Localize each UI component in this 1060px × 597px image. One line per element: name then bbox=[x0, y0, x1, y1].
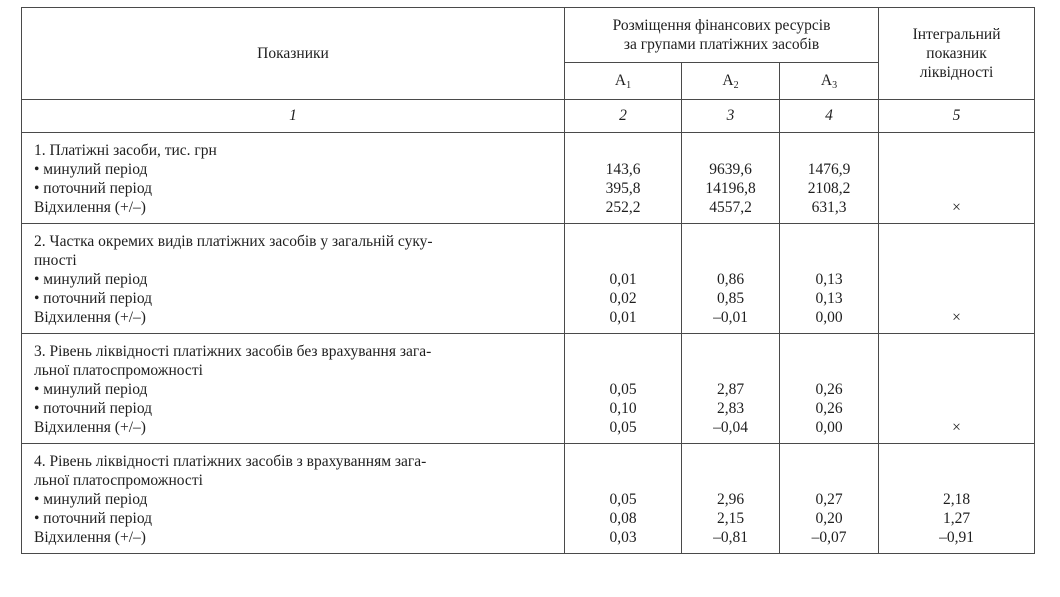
cell-value: 2108,2 bbox=[807, 180, 851, 197]
spacer bbox=[565, 251, 681, 270]
header-placement bbox=[565, 8, 879, 63]
row-label: • поточний період bbox=[34, 180, 153, 197]
cell-value: 0,02 bbox=[609, 290, 637, 307]
cell-value: 2,18 bbox=[942, 491, 971, 508]
value-cell-a3 bbox=[780, 224, 879, 334]
value-cell-integral bbox=[879, 444, 1035, 554]
value-cell-a2 bbox=[682, 224, 780, 334]
header-integral-line1: Інтегральний bbox=[912, 26, 1001, 43]
section-title-line: льної платоспроможності bbox=[34, 362, 203, 379]
cell-value: 2,83 bbox=[716, 400, 745, 417]
column-number: 2 bbox=[565, 100, 682, 133]
header-a2-sub: 2 bbox=[733, 79, 739, 91]
cell-value: 2,96 bbox=[716, 491, 745, 508]
cell-value: 2,15 bbox=[716, 510, 745, 527]
section-row bbox=[22, 133, 1035, 224]
value-cell-a2 bbox=[682, 444, 780, 554]
spacer bbox=[565, 361, 681, 380]
spacer bbox=[682, 342, 779, 361]
value-cell-a2 bbox=[682, 334, 780, 444]
spacer bbox=[780, 361, 878, 380]
cell-value: 1476,9 bbox=[807, 161, 851, 178]
section-label-cell bbox=[22, 444, 565, 554]
spacer bbox=[565, 232, 681, 251]
cell-value bbox=[879, 399, 1034, 418]
cell-value: × bbox=[952, 309, 961, 326]
section-row bbox=[22, 224, 1035, 334]
section-title-line: 3. Рівень ліквідності платіжних засобів без врахування зага- bbox=[34, 343, 432, 360]
section-title-line: 2. Частка окремих видів платіжних засобів у загальній суку- bbox=[34, 233, 433, 250]
section-label-cell bbox=[22, 334, 565, 444]
row-label: Відхилення (+/–) bbox=[34, 419, 146, 436]
section-label-cell bbox=[22, 224, 565, 334]
header-integral-line2: показник bbox=[926, 45, 987, 62]
cell-value: 0,03 bbox=[609, 529, 637, 546]
cell-value: 252,2 bbox=[605, 199, 641, 216]
spacer bbox=[682, 452, 779, 471]
cell-value: 0,26 bbox=[815, 400, 843, 417]
header-a3-letter: A bbox=[820, 71, 833, 89]
cell-value: 0,05 bbox=[609, 419, 637, 436]
cell-value: 395,8 bbox=[605, 180, 641, 197]
cell-value: 2,87 bbox=[716, 381, 745, 398]
cell-value: –0,07 bbox=[811, 529, 847, 546]
header-placement-line2: за групами платіжних засобів bbox=[623, 36, 820, 53]
cell-value bbox=[879, 289, 1034, 308]
spacer bbox=[682, 141, 779, 160]
cell-value: 0,27 bbox=[815, 491, 843, 508]
cell-value: 0,86 bbox=[716, 271, 745, 288]
value-cell-a3 bbox=[780, 334, 879, 444]
column-number: 1 bbox=[22, 100, 565, 133]
cell-value: 1,27 bbox=[942, 510, 971, 527]
spacer bbox=[879, 471, 1034, 490]
header-a2-letter: A bbox=[722, 71, 734, 89]
section-title-line: льної платоспроможності bbox=[34, 472, 203, 489]
value-cell-integral bbox=[879, 224, 1035, 334]
section-title-line: 1. Платіжні засоби, тис. грн bbox=[34, 142, 217, 159]
spacer bbox=[879, 452, 1034, 471]
spacer bbox=[780, 452, 878, 471]
cell-value: 0,85 bbox=[716, 290, 745, 307]
spacer bbox=[565, 471, 681, 490]
cell-value: 631,3 bbox=[811, 199, 847, 216]
cell-value: 0,26 bbox=[815, 381, 843, 398]
header-a1 bbox=[565, 63, 682, 100]
cell-value: 9639,6 bbox=[709, 161, 752, 178]
cell-value: –0,04 bbox=[713, 419, 748, 436]
cell-value: 0,13 bbox=[815, 271, 843, 288]
spacer bbox=[682, 361, 779, 380]
cell-value bbox=[879, 160, 1034, 179]
value-cell-a1 bbox=[565, 444, 682, 554]
row-label: • поточний період bbox=[34, 510, 153, 527]
header-a2 bbox=[682, 63, 780, 100]
header-a1-letter: A bbox=[614, 71, 627, 89]
section-row bbox=[22, 444, 1035, 554]
cell-value: 0,20 bbox=[815, 510, 843, 527]
cell-value: –0,81 bbox=[713, 529, 748, 546]
spacer bbox=[780, 471, 878, 490]
row-label: Відхилення (+/–) bbox=[34, 529, 146, 546]
liquidity-table bbox=[21, 7, 1035, 554]
cell-value: × bbox=[952, 199, 961, 216]
spacer bbox=[780, 232, 878, 251]
section-label-cell bbox=[22, 133, 565, 224]
cell-value: 0,00 bbox=[815, 309, 843, 326]
cell-value: 0,05 bbox=[609, 491, 637, 508]
cell-value: 0,10 bbox=[609, 400, 637, 417]
row-label: • поточний період bbox=[34, 290, 153, 307]
cell-value: 0,00 bbox=[815, 419, 843, 436]
row-label: • поточний період bbox=[34, 400, 153, 417]
row-label: • минулий період bbox=[34, 161, 148, 178]
row-label: • минулий період bbox=[34, 271, 148, 288]
cell-value: –0,01 bbox=[713, 309, 748, 326]
value-cell-integral bbox=[879, 133, 1035, 224]
header-integral bbox=[879, 8, 1035, 100]
column-number: 3 bbox=[682, 100, 780, 133]
spacer bbox=[780, 141, 878, 160]
header-a1-sub: 1 bbox=[626, 79, 632, 91]
column-number: 4 bbox=[780, 100, 879, 133]
value-cell-a3 bbox=[780, 133, 879, 224]
spacer bbox=[565, 141, 681, 160]
value-cell-a2 bbox=[682, 133, 780, 224]
cell-value: 0,08 bbox=[609, 510, 637, 527]
spacer bbox=[780, 251, 878, 270]
column-number: 5 bbox=[879, 100, 1035, 133]
spacer bbox=[780, 342, 878, 361]
row-label: • минулий період bbox=[34, 381, 148, 398]
cell-value: 0,01 bbox=[609, 309, 637, 326]
cell-value: 143,6 bbox=[605, 161, 641, 178]
section-title-line: 4. Рівень ліквідності платіжних засобів з врахуванням зага- bbox=[34, 453, 427, 470]
value-cell-a1 bbox=[565, 133, 682, 224]
value-cell-integral bbox=[879, 334, 1035, 444]
cell-value: 0,01 bbox=[609, 271, 637, 288]
column-numbering-row bbox=[22, 100, 1035, 133]
row-label: Відхилення (+/–) bbox=[34, 199, 146, 216]
cell-value: –0,91 bbox=[939, 529, 974, 546]
header-integral-line3: ліквідності bbox=[919, 64, 994, 81]
cell-value: 14196,8 bbox=[705, 180, 756, 197]
spacer bbox=[682, 471, 779, 490]
spacer bbox=[879, 342, 1034, 361]
value-cell-a1 bbox=[565, 224, 682, 334]
spacer bbox=[879, 361, 1034, 380]
section-title-line: пності bbox=[34, 252, 77, 269]
cell-value: × bbox=[952, 419, 961, 436]
value-cell-a3 bbox=[780, 444, 879, 554]
value-cell-a1 bbox=[565, 334, 682, 444]
cell-value: 4557,2 bbox=[709, 199, 752, 216]
spacer bbox=[879, 232, 1034, 251]
spacer bbox=[682, 232, 779, 251]
header-indicators: Показники bbox=[22, 8, 565, 100]
header-a3-sub: 3 bbox=[832, 79, 838, 91]
header-a3 bbox=[780, 63, 879, 100]
cell-value bbox=[879, 270, 1034, 289]
cell-value: 0,05 bbox=[609, 381, 637, 398]
spacer bbox=[879, 141, 1034, 160]
section-row bbox=[22, 334, 1035, 444]
header-placement-line1: Розміщення фінансових ресурсів bbox=[612, 17, 831, 34]
cell-value bbox=[879, 179, 1034, 198]
spacer bbox=[682, 251, 779, 270]
cell-value: 0,13 bbox=[815, 290, 843, 307]
spacer bbox=[879, 251, 1034, 270]
row-label: Відхилення (+/–) bbox=[34, 309, 146, 326]
spacer bbox=[565, 342, 681, 361]
cell-value bbox=[879, 380, 1034, 399]
spacer bbox=[565, 452, 681, 471]
row-label: • минулий період bbox=[34, 491, 148, 508]
